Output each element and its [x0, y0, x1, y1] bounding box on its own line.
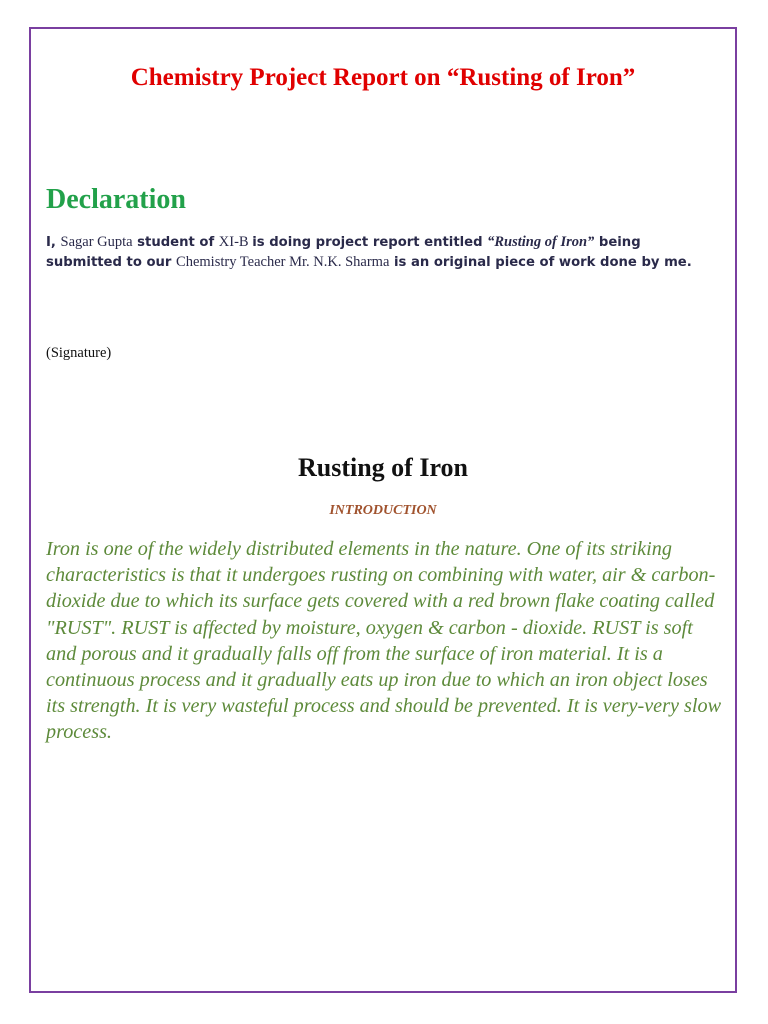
declaration-being-submitted: being submitted to our [46, 235, 641, 270]
declaration-i: I, [46, 235, 61, 250]
introduction-paragraph: Iron is one of the widely distributed elements in the nature. One of its striking characteristics is that it undergoes rusting on combining with water, air & carbon-dioxide due to which its surface gets covered with a red brown flake coating called "RUST". RUST is affected by moisture, oxygen & carbon - dioxide. RUST is soft and porous and it gradually falls off from the surface of iron material. It is a continuous process and it gradually eats up iron due to which an iron object loses its strength. It is very wasteful process and should be prevented. It is very-very slow process. [46, 538, 722, 744]
page-border [29, 27, 737, 993]
teacher-name: Chemistry Teacher Mr. N.K. Sharma [176, 253, 390, 270]
introduction-label: INTRODUCTION [329, 503, 437, 518]
declaration-student-of: student of [132, 235, 219, 250]
declaration-heading: Declaration [46, 184, 186, 215]
signature-label: (Signature) [46, 345, 112, 361]
page-title: Chemistry Project Report on “Rusting of Iron” [130, 64, 636, 91]
declaration-text [46, 233, 716, 272]
declaration-doing-report: is doing project report entitled [252, 235, 488, 250]
declaration-closing: is an original piece of work done by me. [389, 254, 692, 270]
class-name: XI-B [218, 234, 253, 250]
report-title: “Rusting of Iron” [487, 234, 595, 250]
student-name: Sagar Gupta [60, 234, 133, 250]
section-title: Rusting of Iron [297, 453, 468, 482]
